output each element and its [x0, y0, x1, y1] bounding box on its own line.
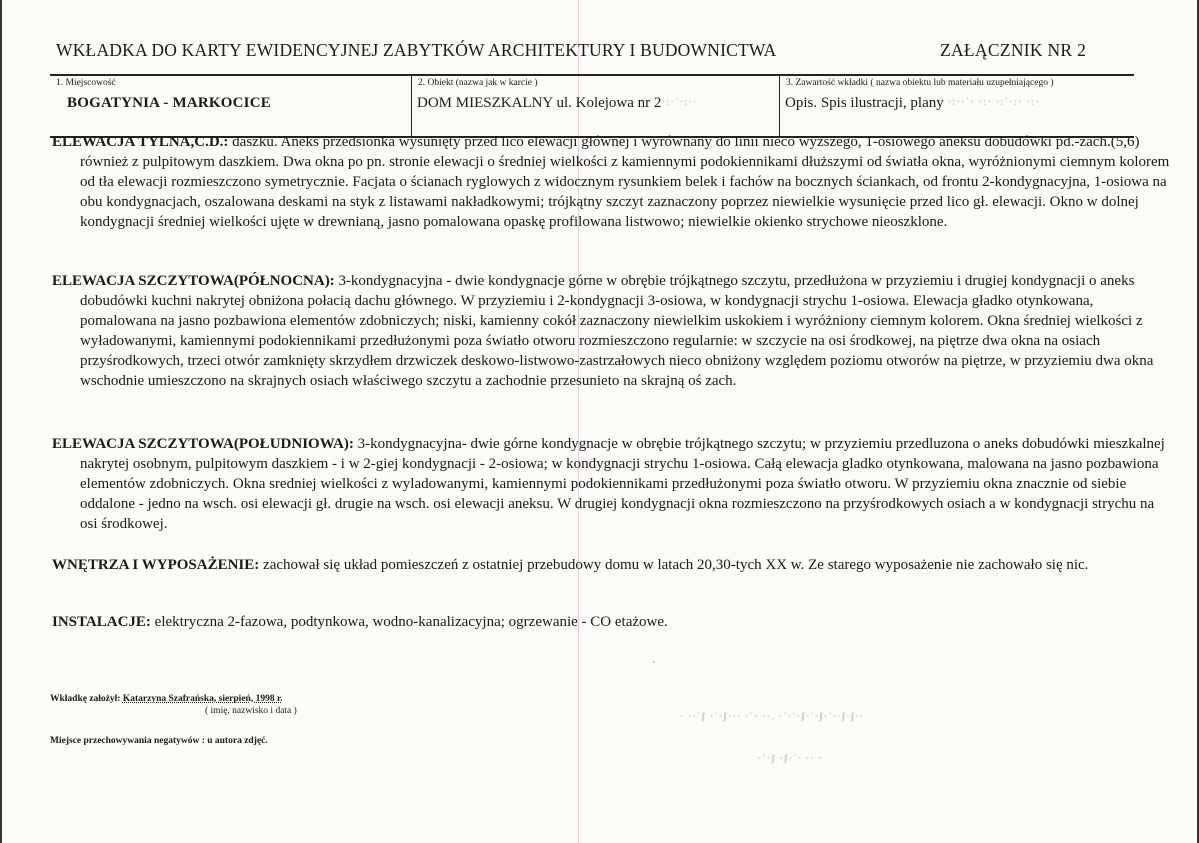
pencil-mark: ˋ	[652, 661, 656, 672]
section-interiors	[52, 555, 1170, 575]
object-value: DOM MIESZKALNY ul. Kolejowa nr 2	[417, 95, 662, 111]
object-label: 2. Obiekt (nazwa jak w karcie )	[418, 78, 538, 88]
object-cell	[411, 76, 779, 136]
negatives-location: Miejsce przechowywania negatywów : u autora zdjęć.	[50, 736, 268, 746]
section-text: 3-kondygnacyjna- dwie górne kondygnacje w obrębie trójkątnego szczytu; w przyziemiu przedluzona o aneks dobudówki mieszkalnej nakrytej osobnym, pulpitowym daszkiem - i w 2-giej kondygnacji - 2-osiowa; w kondygnacji strychu 1-osiowa. Całą elewacja gladko otynkowana, malowana na jasno pozbawiona elementów zdobniczych. Okna sredniej wielkości z wyladowanymi, kamiennymi podokiennikami przedłużonymi poza światło otworu. W przyziemiu okna znacznie od siebie oddalone - jedno na wsch. osi elewacji gł. drugie na wsch. osi elewacji aneksu. W drugiej kondygnacji okna rozmieszczono na przyśrodkowych osiach a w kondygnacji strychu na osi środkowej.	[80, 436, 1165, 532]
section-text: elektryczna 2-fazowa, podtynkowa, wodno-kanalizacyjna; ogrzewanie - CO etażowe.	[150, 614, 668, 630]
faded-stamp: · ··ʾʃ ·ʾ·ʃ··· ·ʾ· ··. ·ʾ·ʾ·ʃ·ʾ·ʃ·ʾ··ʃ·ʃ··	[680, 711, 865, 721]
annex-number: ZAŁĄCZNIK NR 2	[940, 40, 1087, 60]
contents-value-wrap	[785, 95, 1040, 112]
contents-label: 3. Zawartość wkładki ( nazwa obiektu lub materiału uzupełniającego )	[786, 78, 1054, 88]
faded-stamp: ·ʾ·ʃ ·ʃ·ʾ· ·· ·	[758, 753, 824, 763]
created-by-hint: ( imię, nazwisko i data )	[205, 706, 297, 716]
created-by-label: Wkładkę założył:	[50, 694, 123, 704]
section-text: zachował się układ pomieszczeń z ostatniej przebudowy domu w latach 20,30-tych XX w. Ze starego wyposażenie nie zachowało się nic.	[259, 557, 1089, 573]
section-heading: ELEWACJA TYLNA,C.D.:	[52, 134, 229, 150]
contents-cell	[779, 76, 1134, 136]
section-rear-elevation	[52, 132, 1170, 232]
section-heading: ELEWACJA SZCZYTOWA(POŁUDNIOWA):	[52, 436, 354, 452]
section-text: 3-kondygnacyjna - dwie kondygnacje górne w obrębie trójkątnego szczytu, przedłużona w przyziemiu i drugiej kondygnacji o aneks dobudówki kuchni nakrytej obniżona połacią dachu głównego. W przyziemiu i 2-kondygnacji 3-osiowa, w kondygnacji strychu 1-osiowa. Elewacja gładko otynkowana, pomalowana na jasno pozbawiona elementów zdobniczych; niski, kamienny cokół zaznaczony niewielkim uskokiem i wyróżniony ciemnym kolorem. Okna średniej wielkości z wyładowanymi, kamiennymi podokiennikami przedłużonymi poza światło otworu rozmieszczono regularnie: w szczycie na osi środkowej, na piętrze dwa okna na osiach przyśrodkowych, trzeci otwór zamknięty skrzydłem drzwiczek deskowo-listwowo-zastrzałowych nieco obniżony względem poziomu otworów na piętrze, w przyziemiu dwa okna wschodnie umieszczono na skrajnych osiach właściwego szczytu a zachodnie przesunieto na skrajną oś zach.	[80, 273, 1154, 389]
info-table	[50, 74, 1134, 138]
location-value: BOGATYNIA - MARKOCICE	[67, 95, 271, 111]
section-heading: ELEWACJA SZCZYTOWA(PÓŁNOCNA):	[52, 273, 335, 289]
object-value-wrap	[417, 95, 698, 112]
section-heading: WNĘTRZA I WYPOSAŻENIE:	[52, 557, 260, 573]
section-north-gable	[52, 271, 1170, 391]
section-south-gable	[52, 434, 1170, 534]
contents-value: Opis. Spis ilustracji, plany	[785, 95, 944, 111]
created-by-value: Katarzyna Szafrańska, sierpień, 1998 r.	[122, 694, 283, 704]
created-by	[50, 694, 283, 704]
section-installations	[52, 612, 1170, 632]
obscured-text: ·:·ʾ·:··	[661, 96, 698, 108]
section-text: daszku. Aneks przedsionka wysunięty przed lico elewacji głównej i wyrównany do linii nieco wyższego, 1-osiowego aneksu dobudówki pd.-zach.(5,6) również z pulpitowym daszkiem. Dwa okna po pn. stronie elewacji o średniej wielkości z kamiennymi podokiennikami dłuższymi od światła okna, wyróżnionymi ciemnym kolorem od tła elewacji rozmieszczono symetrycznie. Facjata o ścianach ryglowych z widocznym rysunkiem belek i fachów na bocznych ściankach, od frontu 2-kondygnacyjna, 1-osiowa na obu kondygnacjach, oszalowana deskami na styk z listawami nakładkowymi; trójkątny szczyt zaznaczony poprzez niewielkie wysunięcie przed lico gł. elewacji. Okno w dolnej kondygnacji średniej wielkości ujęte w drewnianą, jasno pomalowana opaskę profilowana listwowo; niewielkie okienko strychowe nieoszklone.	[80, 134, 1170, 230]
section-heading: INSTALACJE:	[52, 614, 151, 630]
location-label: 1. Miejscowość	[56, 78, 116, 88]
document-title: WKŁADKA DO KARTY EWIDENCYJNEJ ZABYTKÓW ARCHITEKTURY I BUDOWNICTWA	[56, 40, 777, 60]
location-cell	[50, 76, 411, 136]
obscured-text: ·:··ʾ· ·:· ·:ʾ·:· ·:·	[943, 96, 1040, 108]
